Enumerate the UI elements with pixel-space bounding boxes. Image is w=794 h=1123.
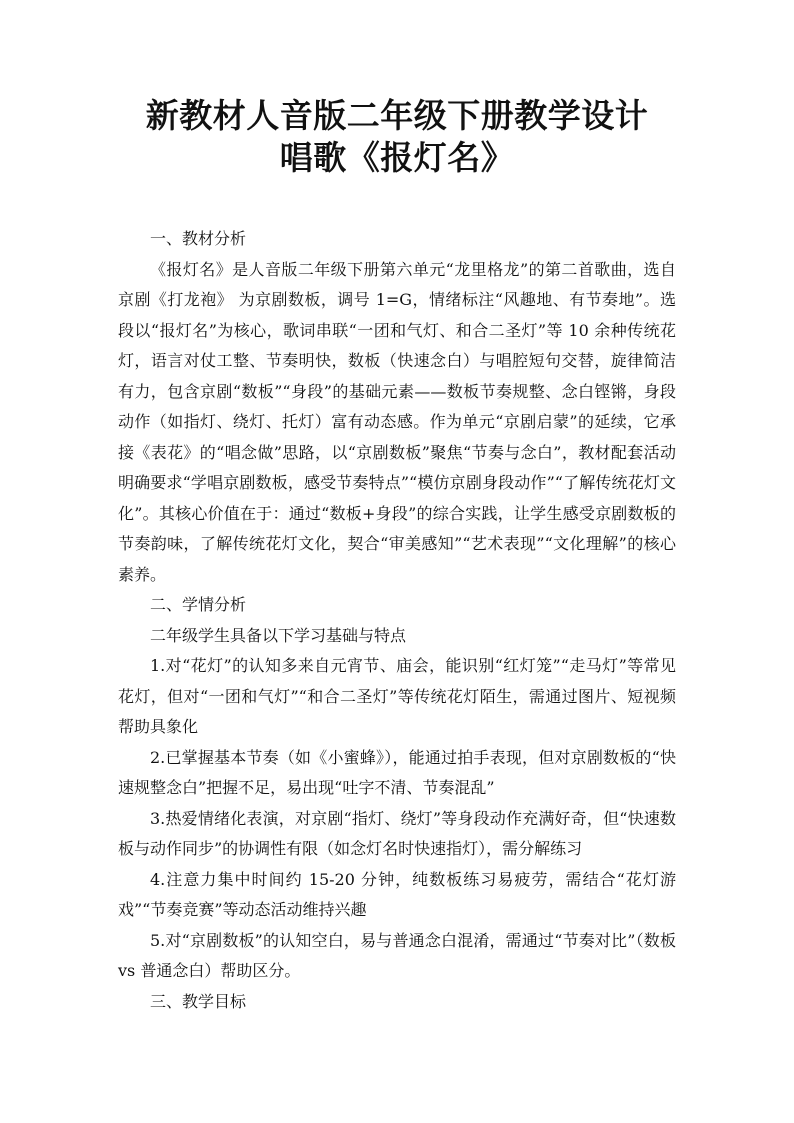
document-body [118,224,676,1017]
list-item: 4.注意力集中时间约 15-20 分钟，纯数板练习易疲劳，需结合“花灯游戏”“节奏竞赛”等动态活动维持兴趣 [118,869,676,919]
list-item: 5.对“京剧数板”的认知空白，易与普通念白混淆，需通过“节奏对比”（数板 vs 普通念白）帮助区分。 [118,930,676,980]
section-heading-analysis: 一、教材分析 [150,229,247,248]
list-item: 3.热爱情绪化表演，对京剧“指灯、绕灯”等身段动作充满好奇，但“快速数板与动作同步”的协调性有限（如念灯名时快速指灯），需分解练习 [118,808,676,858]
section-paragraph-analysis: 《报灯名》是人音版二年级下册第六单元“龙里格龙”的第二首歌曲，选自京剧《打龙袍》 为京剧数板，调号 1=G，情绪标注“风趣地、有节奏地”。选段以“报灯名”为核心，歌词串联“一团和气灯、和合二圣灯”等 10 余种传统花灯，语言对仗工整、节奏明快，数板（快速念白）与唱腔短句交替，旋律简洁有力，包含京剧“数板”“身段”的基础元素——数板节奏规整、念白铿锵，身段动作（如指灯、绕灯、托灯）富有动态感。作为单元“京剧启蒙”的延续，它承接《表花》的“唱念做”思路，以“京剧数板”聚焦“节奏与念白”，教材配套活动明确要求“学唱京剧数板，感受节奏特点”“模仿京剧身段动作”“了解传统花灯文化”。其核心价值在于：通过“数板+身段”的综合实践，让学生感受京剧数板的节奏韵味，了解传统花灯文化，契合“审美感知”“艺术表现”“文化理解”的核心素养。 [118,259,676,584]
list-item: 2.已掌握基本节奏（如《小蜜蜂》），能通过拍手表现，但对京剧数板的“快速规整念白”把握不足，易出现“吐字不清、节奏混乱” [118,747,676,797]
document-title-line2: 唱歌《报灯名》 [279,138,515,177]
document-title-line1: 新教材人音版二年级下册教学设计 [145,96,649,135]
section-intro-learners: 二年级学生具备以下学习基础与特点 [150,625,407,645]
list-item: 1.对“花灯”的认知多来自元宵节、庙会，能识别“红灯笼”“走马灯”等常见花灯，但对“一团和气灯”“和合二圣灯”等传统花灯陌生，需通过图片、短视频帮助具象化 [118,656,676,736]
section-heading-goals: 三、教学目标 [150,991,247,1011]
section-heading-learners: 二、学情分析 [150,595,247,614]
